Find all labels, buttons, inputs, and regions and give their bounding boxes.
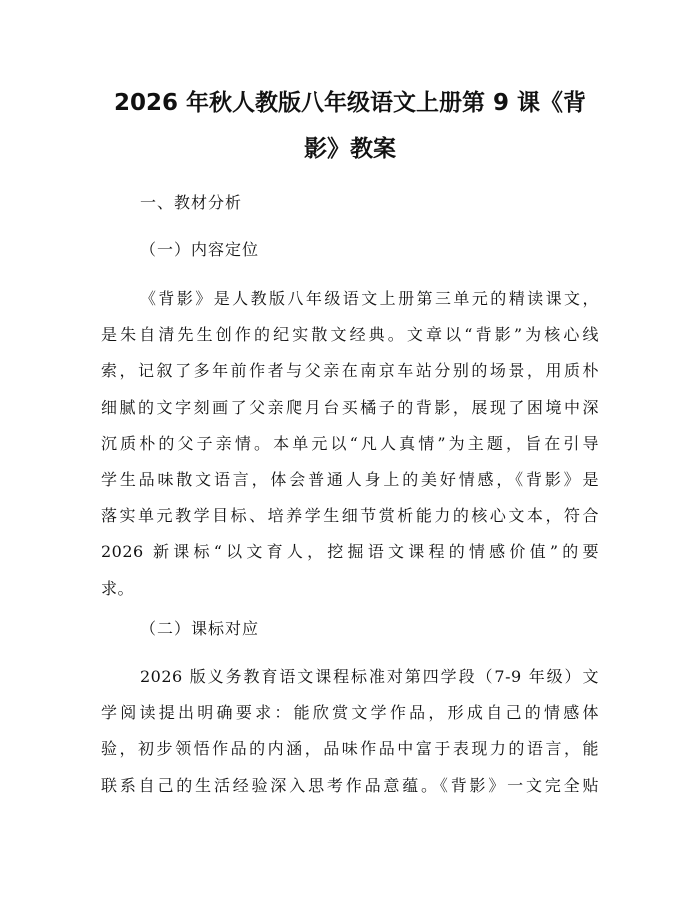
paragraph-line: 是朱自清先生创作的纪实散文经典。文章以“背影”为核心线 — [101, 325, 599, 345]
paragraph-content-positioning — [101, 281, 599, 607]
paragraph-line: 索，记叙了多年前作者与父亲在南京车站分别的场景，用质朴 — [101, 361, 599, 381]
paragraph-line: 验，初步领悟作品的内涵，品味作品中富于表现力的语言，能 — [101, 739, 599, 759]
paragraph-line: 2026 版义务教育语文课程标准对第四学段（7-9 年级）文 — [140, 667, 599, 686]
paragraph-line: 2026 新课标“以文育人，挖掘语文课程的情感价值”的要 — [101, 542, 599, 562]
paragraph-line: 联系自己的生活经验深入思考作品意蕴。《背影》一文完全贴 — [101, 775, 599, 795]
paragraph-line: 学阅读提出明确要求：能欣赏文学作品，形成自己的情感体 — [101, 703, 599, 723]
paragraph-line: 落实单元教学目标、培养学生细节赏析能力的核心文本，符合 — [101, 506, 599, 526]
paragraph-line: 《背影》是人教版八年级语文上册第三单元的精读课文， — [140, 289, 599, 308]
paragraph-curriculum-standards — [101, 659, 599, 804]
subsection-heading-content-positioning: （一）内容定位 — [140, 240, 260, 259]
paragraph-line: 细腻的文字刻画了父亲爬月台买橘子的背影，展现了困境中深 — [101, 397, 599, 417]
document-title-line-1: 2026 年秋人教版八年级语文上册第 9 课《背 — [113, 90, 587, 116]
section-heading-textbook-analysis: 一、教材分析 — [140, 193, 243, 212]
paragraph-line: 沉质朴的父子亲情。本单元以“凡人真情”为主题，旨在引导 — [101, 433, 599, 453]
paragraph-line: 求。 — [101, 578, 135, 598]
subsection-heading-curriculum-standards: （二）课标对应 — [140, 619, 260, 638]
paragraph-line: 学生品味散文语言，体会普通人身上的美好情感，《背影》是 — [101, 470, 599, 490]
document-title-line-2: 影》教案 — [304, 136, 396, 162]
